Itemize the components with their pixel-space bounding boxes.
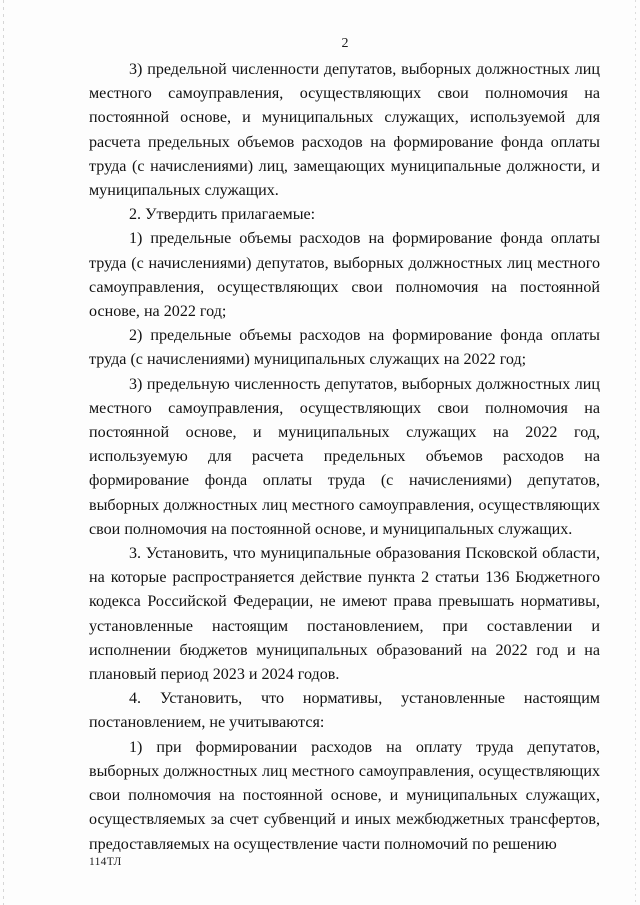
paragraph-item-3-numbers: 3) предельной численности депутатов, выборных должностных лиц местного самоуправления, осуществляющих свои полномочия на постоянной основе, и муниципальных служащих, используемой для расчета предельных объемов расходов на формирование фонда оплаты труда (с начислениями) лиц, замещающих муниципальные должности, и муниципальных служащих. [89, 61, 600, 200]
paragraph-clause-4: 4. Установить, что нормативы, установленные настоящим постановлением, не учитываются: [89, 690, 600, 732]
paragraph-clause-2: 2. Утвердить прилагаемые: [129, 206, 316, 224]
document-body [89, 58, 600, 857]
paragraph-clause-4-item-1: 1) при формировании расходов на оплату труда депутатов, выборных должностных лиц местного самоуправления, осуществляющих свои полномочия на постоянной основе, и муниципальных служащих, осуществляемых за счет субвенций и иных межбюджетных трансфертов, предоставляемых на осуществление части полномочий по решению [89, 738, 600, 853]
scan-edge-left [3, 0, 4, 905]
scan-edge-right [635, 0, 636, 905]
paragraph-clause-2-item-1: 1) предельные объемы расходов на формирование фонда оплаты труда (с начислениями) депутатов, выборных должностных лиц местного самоуправления, осуществляющих свои полномочия на постоянной основе, на 2022 год; [89, 230, 600, 321]
page-number: 2 [341, 36, 349, 51]
paragraph-clause-3: 3. Установить, что муниципальные образования Псковской области, на которые распространяется действие пункта 2 статьи 136 Бюджетного кодекса Российской Федерации, не имеют права превышать нормативы, установленные настоящим постановлением, при составлении и исполнении бюджетов муниципальных образований на 2022 год и на плановый период 2023 и 2024 годов. [89, 545, 600, 684]
document-code: 114ТЛ [89, 856, 122, 868]
paragraph-clause-2-item-3: 3) предельную численность депутатов, выборных должностных лиц местного самоуправления, осуществляющих свои полномочия на постоянной основе, и муниципальных служащих на 2022 год, используемую для расчета предельных объемов расходов на формирование фонда оплаты труда (с начислениями) депутатов, выборных должностных лиц местного самоуправления, осуществляющих свои полномочия на постоянной основе, и муниципальных служащих. [89, 375, 600, 538]
paragraph-clause-2-item-2: 2) предельные объемы расходов на формирование фонда оплаты труда (с начислениями) муниципальных служащих на 2022 год; [89, 327, 600, 369]
